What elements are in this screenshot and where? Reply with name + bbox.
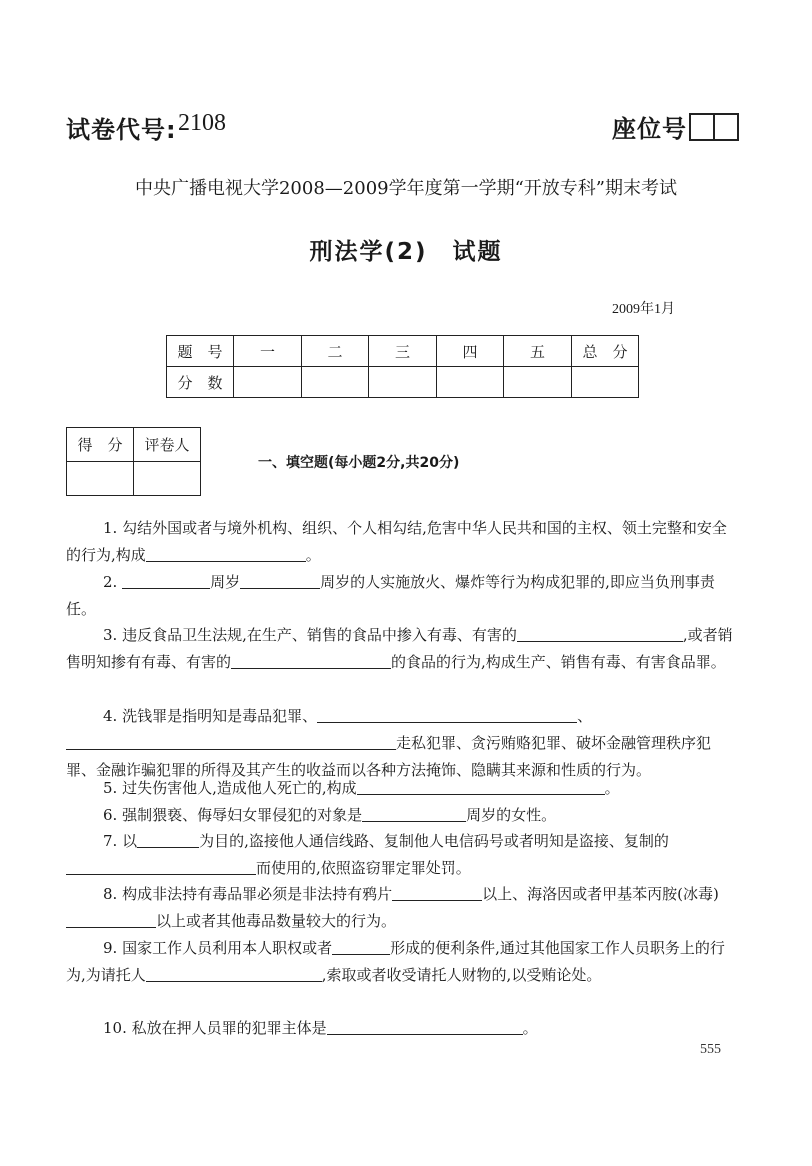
seat-number bbox=[612, 109, 739, 144]
question-8-text-2: 以上、海洛因或者甲基苯丙胺(冰毒) bbox=[482, 885, 719, 903]
grader-score-cell bbox=[67, 462, 134, 496]
question-6-end: 周岁的女性。 bbox=[466, 806, 557, 824]
question-9-text: 9. 国家工作人员利用本人职权或者 bbox=[103, 939, 333, 957]
answer-blank[interactable] bbox=[146, 964, 322, 982]
answer-blank[interactable] bbox=[362, 804, 466, 822]
score-header-cell: 三 bbox=[369, 336, 437, 367]
answer-blank[interactable] bbox=[357, 777, 605, 795]
exam-date: 2009年1月 bbox=[612, 302, 675, 317]
question-1 bbox=[66, 515, 740, 569]
grader-name-cell bbox=[134, 462, 201, 496]
answer-blank[interactable] bbox=[66, 857, 256, 875]
exam-title: 中央广播电视大学2008—2009学年度第一学期“开放专科”期末考试 bbox=[134, 178, 678, 199]
score-header-cell: 四 bbox=[437, 336, 504, 367]
score-cell bbox=[302, 367, 369, 398]
answer-blank[interactable] bbox=[122, 571, 210, 589]
question-6 bbox=[66, 802, 740, 829]
question-2-text: 2. bbox=[103, 573, 123, 591]
question-10-end: 。 bbox=[522, 1019, 538, 1037]
seat-box-1 bbox=[691, 115, 713, 139]
seat-number-label: 座位号 bbox=[612, 115, 687, 143]
question-8-end: 以上或者其他毒品数量较大的行为。 bbox=[156, 912, 397, 930]
score-table bbox=[166, 335, 639, 398]
question-1-end: 。 bbox=[305, 546, 321, 564]
score-header-cell: 五 bbox=[504, 336, 572, 367]
score-cell bbox=[504, 367, 572, 398]
question-3-text-2: ,或者销售明知掺有有毒、有害的 bbox=[66, 626, 733, 671]
answer-blank[interactable] bbox=[66, 732, 396, 750]
answer-blank[interactable] bbox=[240, 571, 320, 589]
question-5 bbox=[66, 775, 740, 802]
answer-blank[interactable] bbox=[392, 883, 482, 901]
score-cell bbox=[572, 367, 639, 398]
grader-table-value-row bbox=[67, 462, 201, 496]
question-9-text-2: 形成的便利条件,通过其他国家工作人员职务上的行为,为请托人 bbox=[66, 939, 725, 984]
score-header-cell: 题 号 bbox=[167, 336, 234, 367]
question-2-end: 周岁的人实施放火、爆炸等行为构成犯罪的,即应当负刑事责任。 bbox=[66, 573, 715, 618]
question-2-text-2: 周岁 bbox=[210, 573, 241, 591]
question-7-text-2: 为目的,盗接他人通信线路、复制他人电信码号或者明知是盗接、复制的 bbox=[199, 832, 669, 850]
score-cell bbox=[369, 367, 437, 398]
answer-blank[interactable] bbox=[137, 830, 199, 848]
score-row-label: 分 数 bbox=[167, 367, 234, 398]
question-4-text: 4. 洗钱罪是指明知是毒品犯罪、 bbox=[103, 707, 318, 725]
question-7-end: 而使用的,依照盗窃罪定罪处罚。 bbox=[256, 859, 471, 877]
score-table-value-row bbox=[167, 367, 639, 398]
page-number: 555 bbox=[700, 1042, 721, 1057]
question-3-text: 3. 违反食品卫生法规,在生产、销售的食品中掺入有毒、有害的 bbox=[103, 626, 517, 644]
question-9-end: ,索取或者收受请托人财物的,以受贿论处。 bbox=[321, 966, 602, 984]
answer-blank[interactable] bbox=[332, 937, 390, 955]
question-1-text: 1. 勾结外国或者与境外机构、组织、个人相勾结,危害中华人民共和国的主权、领土完整和安全的行为,构成 bbox=[66, 519, 727, 564]
grader-table bbox=[66, 427, 201, 496]
question-7-text: 7. 以 bbox=[103, 832, 138, 850]
subject-title: 刑法学(2) 试题 bbox=[309, 239, 503, 265]
question-4-sep: 、 bbox=[577, 707, 593, 725]
paper-code-value: 2108 bbox=[178, 110, 226, 136]
question-10-text: 10. 私放在押人员罪的犯罪主体是 bbox=[103, 1019, 327, 1037]
question-7 bbox=[66, 828, 740, 882]
score-header-cell: 总 分 bbox=[572, 336, 639, 367]
answer-blank[interactable] bbox=[66, 910, 156, 928]
question-3 bbox=[66, 622, 740, 676]
question-9 bbox=[66, 935, 740, 989]
answer-blank[interactable] bbox=[146, 544, 306, 562]
score-cell bbox=[437, 367, 504, 398]
question-6-text: 6. 强制猥亵、侮辱妇女罪侵犯的对象是 bbox=[103, 806, 363, 824]
score-header-cell: 二 bbox=[302, 336, 369, 367]
seat-number-boxes bbox=[689, 113, 739, 141]
question-5-text: 5. 过失伤害他人,造成他人死亡的,构成 bbox=[103, 779, 357, 797]
score-table-header-row bbox=[167, 336, 639, 367]
answer-blank[interactable] bbox=[517, 624, 683, 642]
seat-box-2 bbox=[713, 115, 737, 139]
question-4 bbox=[66, 703, 740, 784]
question-4-end: 走私犯罪、贪污贿赂犯罪、破坏金融管理秩序犯罪、金融诈骗犯罪的所得及其产生的收益而以各种方法掩饰、隐瞒其来源和性质的行为。 bbox=[66, 734, 712, 779]
question-5-end: 。 bbox=[604, 779, 620, 797]
question-8 bbox=[66, 881, 740, 935]
answer-blank[interactable] bbox=[327, 1017, 523, 1035]
question-2 bbox=[66, 569, 740, 623]
answer-blank[interactable] bbox=[231, 651, 391, 669]
grader-score-label: 得 分 bbox=[67, 428, 134, 462]
score-cell bbox=[234, 367, 302, 398]
question-8-text: 8. 构成非法持有毒品罪必须是非法持有鸦片 bbox=[103, 885, 393, 903]
answer-blank[interactable] bbox=[317, 705, 577, 723]
question-3-end: 的食品的行为,构成生产、销售有毒、有害食品罪。 bbox=[391, 653, 726, 671]
paper-code-label: 试卷代号: bbox=[66, 116, 177, 144]
question-10 bbox=[66, 1015, 740, 1042]
grader-name-label: 评卷人 bbox=[134, 428, 201, 462]
section-title: 一、填空题(每小题2分,共20分) bbox=[258, 455, 460, 471]
grader-table-header-row bbox=[67, 428, 201, 462]
score-header-cell: 一 bbox=[234, 336, 302, 367]
